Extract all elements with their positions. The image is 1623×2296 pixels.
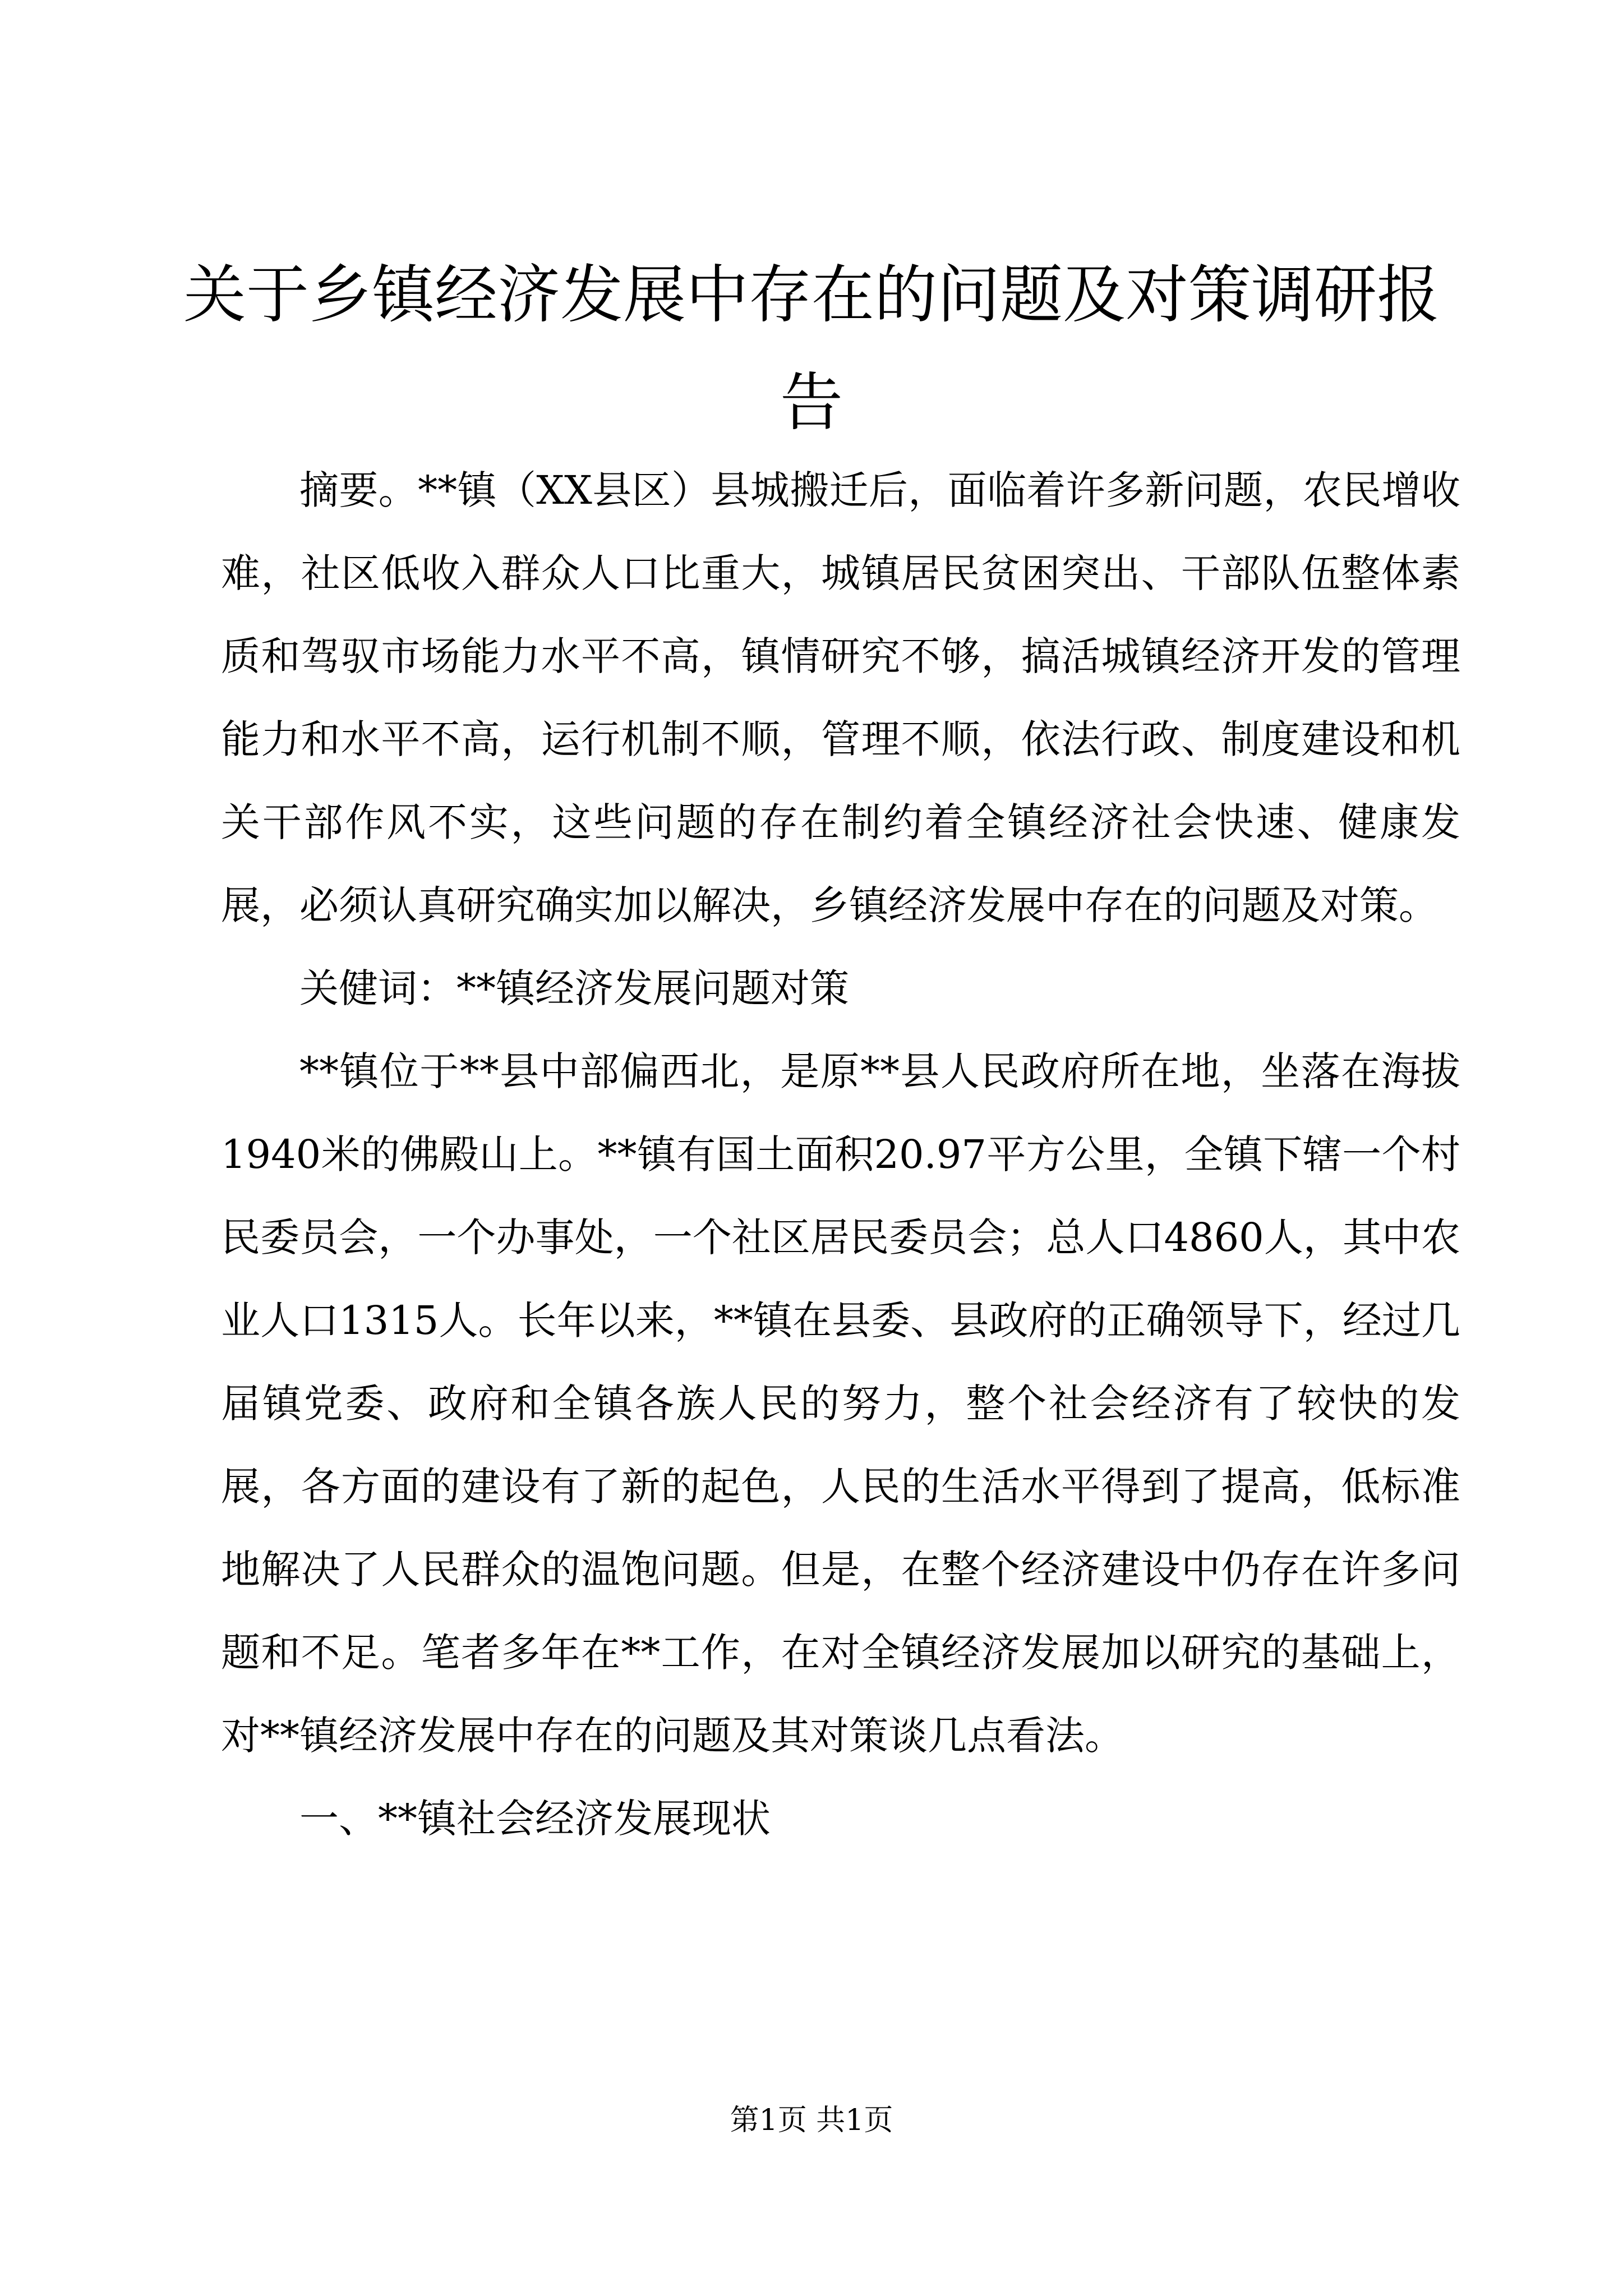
abstract-paragraph: 摘要。**镇（XX县区）县城搬迁后，面临着许多新问题，农民增收难，社区低收入群众人口比重大，城镇居民贫困突出、干部队伍整体素质和驾驭市场能力水平不高，镇情研究不够，搞活城镇经济开发的管理能力和水平不高，运行机制不顺，管理不顺，依法行政、制度建设和机关干部作风不实，这些问题的存在制约着全镇经济社会快速、健康发展，必须认真研究确实加以解决，乡镇经济发展中存在的问题及对策。 xyxy=(221,467,1460,928)
document-body xyxy=(221,449,1460,1860)
document-title: 关于乡镇经济发展中存在的问题及对策调研报告 xyxy=(183,259,1440,439)
section-heading: 一、**镇社会经济发展现状 xyxy=(299,1796,771,1842)
page-footer: 第1页 共1页 xyxy=(730,2104,893,2137)
keywords-paragraph: 关健词：**镇经济发展问题对策 xyxy=(299,965,849,1011)
intro-paragraph: **镇位于**县中部偏西北，是原**县人民政府所在地，坐落在海拔1940米的佛殿山上。**镇有国土面积20.97平方公里，全镇下辖一个村民委员会，一个办事处，一个社区居民委员会；总人口4860人，其中农业人口1315人。长年以来，**镇在县委、县政府的正确领导下，经过几届镇党委、政府和全镇各族人民的努力，整个社会经济有了较快的发展，各方面的建设有了新的起色，人民的生活水平得到了提高，低标准地解决了人民群众的温饱问题。但是，在整个经济建设中仍存在许多问题和不足。笔者多年在**工作，在对全镇经济发展加以研究的基础上，对**镇经济发展中存在的问题及其对策谈几点看法。 xyxy=(221,1048,1460,1759)
